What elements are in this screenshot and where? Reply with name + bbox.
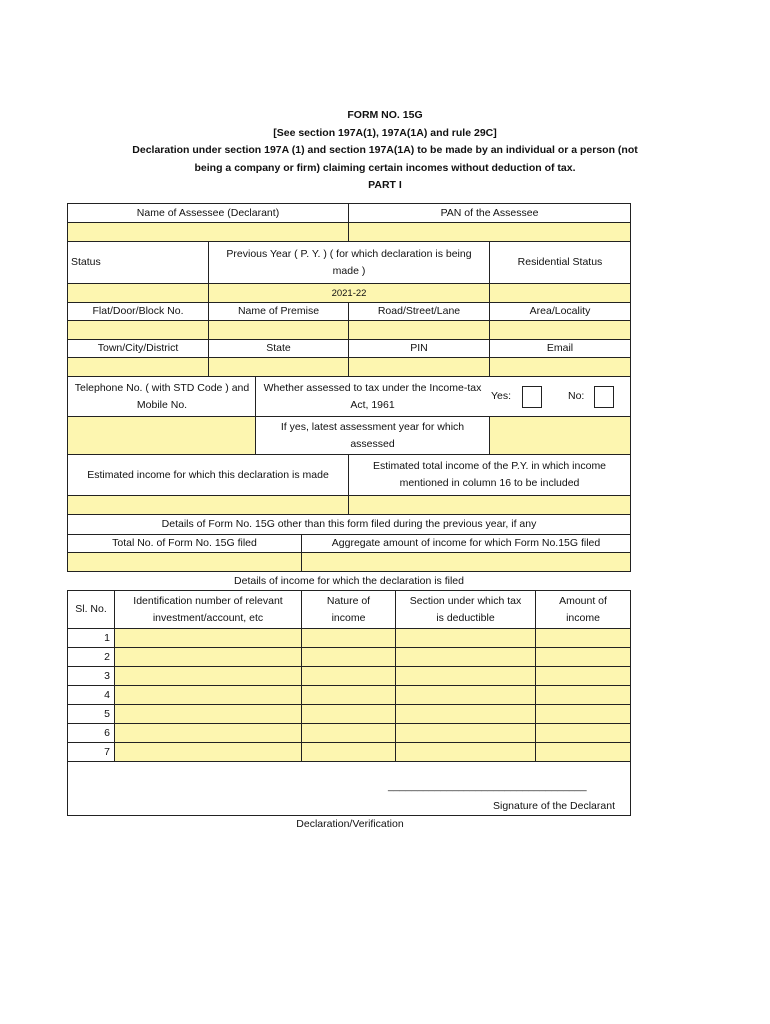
premise-label: Name of Premise xyxy=(237,305,320,317)
table-row-number: 4 xyxy=(104,688,110,701)
previous-year-label: Previous Year ( P. Y. ) ( for which declaration is being made ) xyxy=(226,247,472,277)
income-table-title: Details of income for which the declaration is filed xyxy=(234,574,464,587)
signature-label: Signature of the Declarant xyxy=(493,800,615,812)
town-label: Town/City/District xyxy=(97,342,179,354)
table-row-number: 5 xyxy=(104,707,110,720)
assessment-year-input[interactable] xyxy=(489,417,630,455)
signature-line: __________________________________ xyxy=(388,780,587,792)
aggregate-label: Aggregate amount of income for which Form No.15G filed xyxy=(331,537,601,549)
col-nature: Nature of income xyxy=(326,594,371,624)
pan-label: PAN of the Assessee xyxy=(440,206,539,219)
assessed-label: Whether assessed to tax under the Income-tax Act, 1961 xyxy=(263,381,482,411)
road-label: Road/Street/Lane xyxy=(377,305,461,317)
col-sl-no: Sl. No. xyxy=(75,603,107,615)
previous-year-value: 2021-22 xyxy=(331,288,367,299)
col-amount: Amount of income xyxy=(559,594,607,624)
table-row-number: 3 xyxy=(104,669,110,682)
part-heading: PART I xyxy=(368,179,402,191)
declaration-line-2: being a company or firm) claiming certain incomes without deduction of tax. xyxy=(194,162,576,174)
no-checkbox[interactable] xyxy=(594,386,614,408)
latest-year-label: If yes, latest assessment year for which assessed xyxy=(280,420,465,450)
form15g-input-row[interactable] xyxy=(68,553,630,572)
name-of-assessee-label: Name of Assessee (Declarant) xyxy=(136,206,280,219)
table-row-number: 7 xyxy=(104,745,110,758)
col-section: Section under which tax is deductible xyxy=(409,594,522,624)
email-label: Email xyxy=(546,342,574,354)
other-15g-label: Details of Form No. 15G other than this form filed during the previous year, if any xyxy=(161,518,537,530)
yes-checkbox[interactable] xyxy=(522,386,542,408)
table-row-number: 2 xyxy=(104,650,110,663)
form-number: FORM NO. 15G xyxy=(347,109,423,121)
income-estimates-input-row[interactable] xyxy=(68,496,630,515)
estimated-income-label: Estimated income for which this declaration is made xyxy=(87,468,329,481)
name-pan-input-row[interactable] xyxy=(68,223,630,242)
no-label: No: xyxy=(568,390,585,402)
status-label: Status xyxy=(71,256,101,268)
pin-label: PIN xyxy=(410,342,428,354)
town-input-row[interactable] xyxy=(68,358,630,377)
telephone-input[interactable] xyxy=(68,417,255,455)
section-reference: [See section 197A(1), 197A(1A) and rule 29C] xyxy=(273,127,497,139)
flat-label: Flat/Door/Block No. xyxy=(92,305,184,317)
declaration-line-1: Declaration under section 197A (1) and section 197A(1A) to be made by an individual or a person (not xyxy=(132,144,638,156)
yes-label: Yes: xyxy=(491,390,512,402)
table-row-number: 1 xyxy=(104,631,110,644)
table-row-number: 6 xyxy=(104,726,110,739)
declaration-verification-heading: Declaration/Verification xyxy=(296,818,404,830)
total-15g-label: Total No. of Form No. 15G filed xyxy=(112,537,257,549)
telephone-label: Telephone No. ( with STD Code ) and Mobile No. xyxy=(74,381,250,411)
residential-status-label: Residential Status xyxy=(517,256,603,268)
address-input-row[interactable] xyxy=(68,321,630,340)
estimated-total-label: Estimated total income of the P.Y. in which income mentioned in column 16 to be included xyxy=(372,460,607,489)
state-label: State xyxy=(266,342,291,354)
area-label: Area/Locality xyxy=(529,305,591,317)
col-identification: Identification number of relevant investment/account, etc xyxy=(133,594,283,624)
